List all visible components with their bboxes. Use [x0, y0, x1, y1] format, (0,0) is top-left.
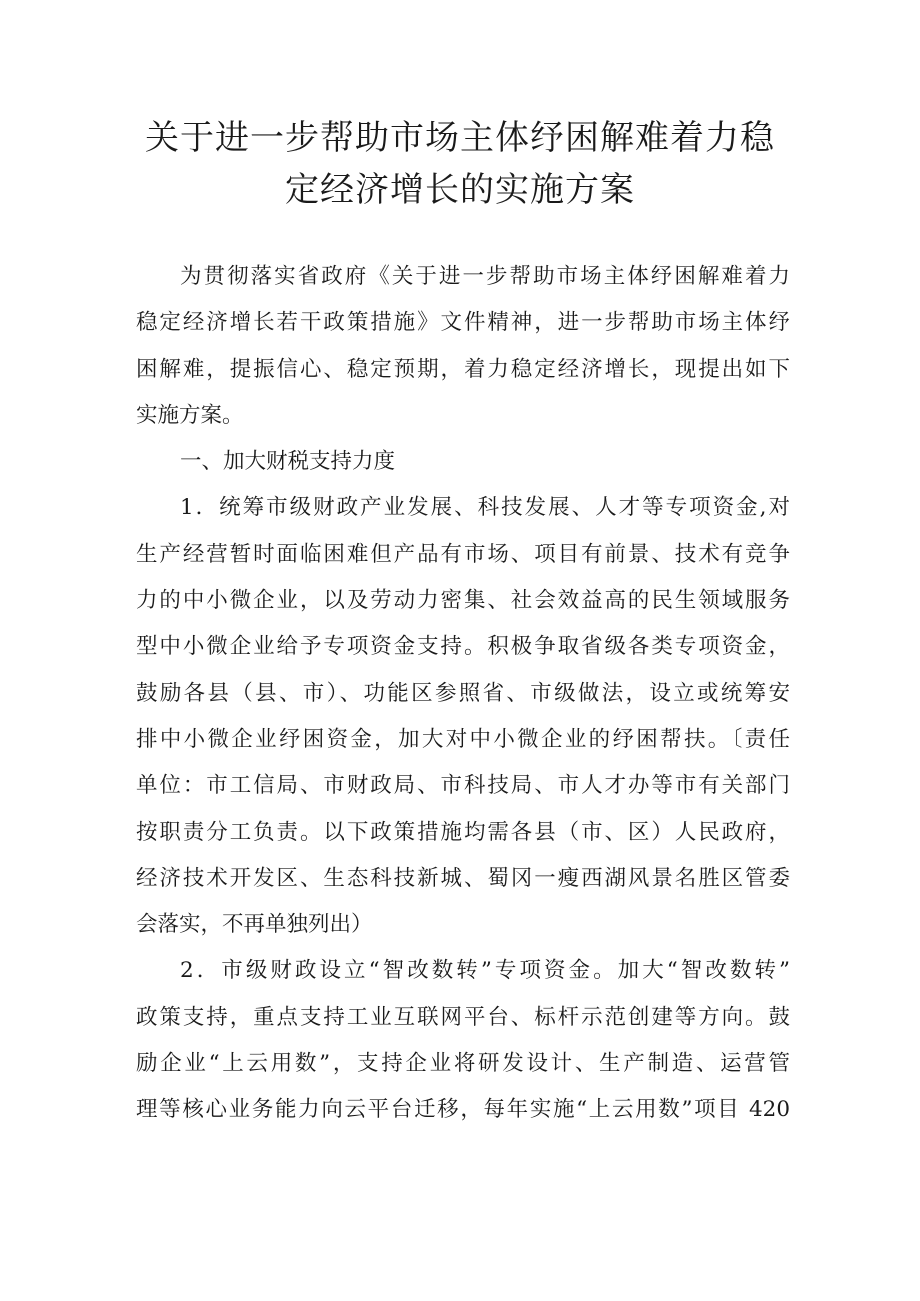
paragraph-line: 力的中小微企业，以及劳动力密集、社会效益高的民生领域服务 — [136, 588, 790, 614]
paragraph-line: 政策支持，重点支持工业互联网平台、标杆示范创建等方向。鼓 — [136, 1004, 790, 1030]
document-title — [100, 112, 820, 216]
paragraph-line: 按职责分工负责。以下政策措施均需各县（市、区）人民政府， — [136, 819, 790, 845]
paragraph-line: 1．统筹市级财政产业发展、科技发展、人才等专项资金,对 — [180, 495, 790, 521]
paragraph-line: 会落实，不再单独列出） — [136, 912, 373, 938]
paragraph-line: 2．市级财政设立“智改数转”专项资金。加大“智改数转” — [180, 958, 790, 984]
intro-paragraph — [136, 254, 790, 439]
title-line: 关于进一步帮助市场主体纾困解难着力稳 — [145, 118, 775, 158]
paragraph-line: 稳定经济增长若干政策措施》文件精神，进一步帮助市场主体纾 — [136, 310, 790, 336]
paragraph-line: 生产经营暂时面临困难但产品有市场、项目有前景、技术有竞争 — [136, 541, 790, 567]
paragraph-line: 排中小微企业纾困资金，加大对中小微企业的纾困帮扶。〔责任 — [136, 726, 790, 752]
section-heading — [136, 439, 790, 485]
paragraph-line: 鼓励各县（县、市）、功能区参照省、市级做法，设立或统筹安 — [136, 680, 790, 706]
title-line: 定经济增长的实施方案 — [285, 170, 635, 210]
paragraph-line: 困解难，提振信心、稳定预期，着力稳定经济增长，现提出如下 — [136, 356, 790, 382]
item-2-paragraph — [136, 948, 790, 1133]
paragraph-line: 型中小微企业给予专项资金支持。积极争取省级各类专项资金， — [136, 634, 790, 660]
document-body — [136, 254, 790, 1134]
paragraph-line: 单位：市工信局、市财政局、市科技局、市人才办等市有关部门 — [136, 773, 790, 799]
paragraph-line: 理等核心业务能力向云平台迁移，每年实施“上云用数”项目 420 — [136, 1097, 790, 1123]
paragraph-line: 实施方案。 — [136, 402, 244, 428]
paragraph-line: 为贯彻落实省政府《关于进一步帮助市场主体纾困解难着力 — [180, 264, 790, 289]
heading-line: 一、加大财税支持力度 — [180, 449, 396, 475]
item-1-paragraph — [136, 485, 790, 948]
paragraph-line: 励企业“上云用数”，支持企业将研发设计、生产制造、运营管 — [136, 1051, 790, 1077]
paragraph-line: 经济技术开发区、生态科技新城、蜀冈一瘦西湖风景名胜区管委 — [136, 865, 790, 891]
